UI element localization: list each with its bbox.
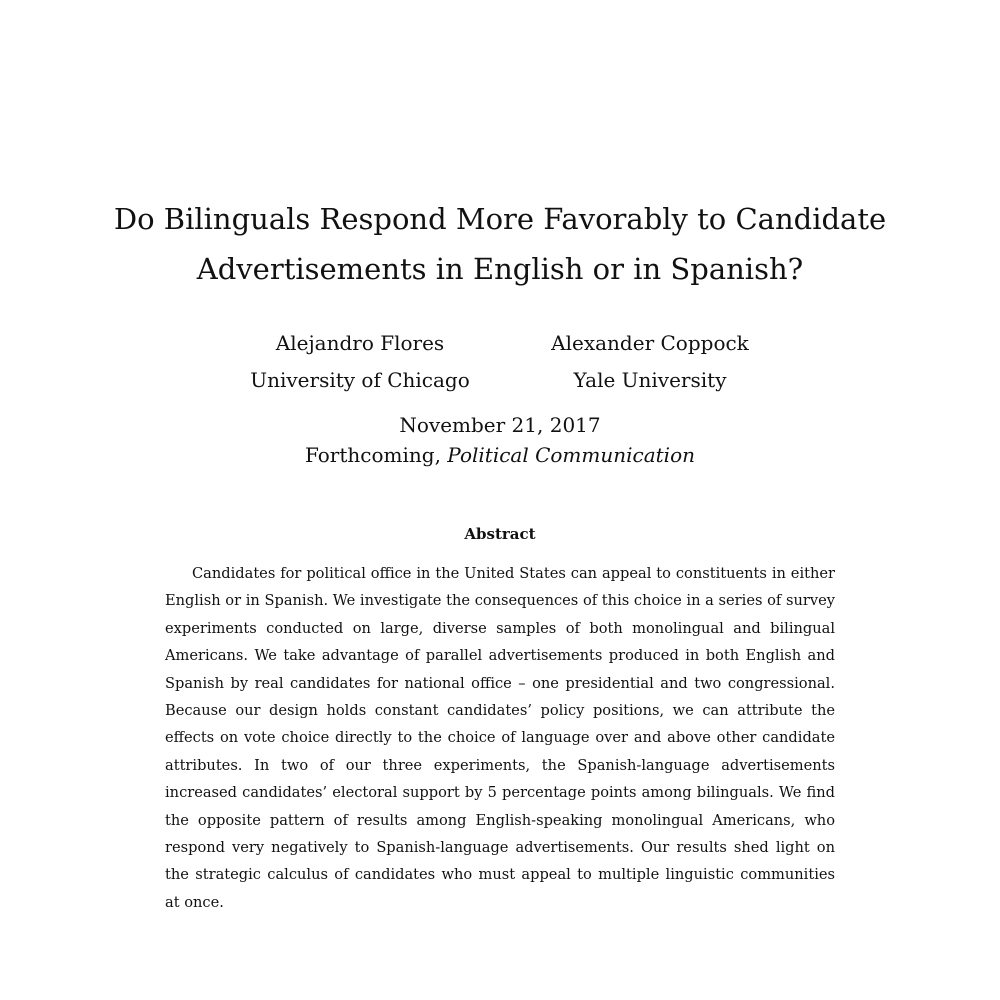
- author-block-flores: [210, 325, 510, 399]
- author-block-coppock: [500, 325, 800, 399]
- publication-date: November 21, 2017: [399, 413, 601, 437]
- status-prefix: Forthcoming,: [304, 443, 448, 467]
- abstract-text: Candidates for political office in the United States can appeal to constituents in either English or in Spanish. We investigate the consequences of this choice in a series of survey experiments conducted on large, diverse samples of both monolingual and bilingual Americans. We take advantage of parallel advertisements produced in both English and Spanish by real candidates for national office – one presidential and two congressional. Because our design holds constant candidates’ policy positions, we can attribute the effects on vote choice directly to the choice of language over and above other candidate attributes. In two of our three experiments, the Spanish-language advertisements increased candidates’ electoral support by 5 percentage points among bilinguals. We find the opposite pattern of results among English-speaking monolingual Americans, who respond very negatively to Spanish-language advertisements. Our results shed light on the strategic calculus of candidates who must appeal to multiple linguistic communities at once.: [165, 565, 835, 911]
- paper-title: [0, 194, 1000, 294]
- title-line-2: Advertisements in English or in Spanish?: [196, 252, 804, 286]
- journal-name: Political Communication: [447, 443, 696, 467]
- author-name: Alexander Coppock: [551, 331, 749, 355]
- publication-info: [0, 410, 1000, 470]
- author-name: Alejandro Flores: [275, 331, 445, 355]
- author-affiliation: Yale University: [573, 368, 727, 392]
- author-affiliation: University of Chicago: [250, 368, 470, 392]
- abstract-heading: Abstract: [464, 525, 536, 543]
- title-line-1: Do Bilinguals Respond More Favorably to Candidate: [113, 202, 887, 236]
- publication-status: [0, 440, 1000, 470]
- author-list: [0, 325, 1000, 405]
